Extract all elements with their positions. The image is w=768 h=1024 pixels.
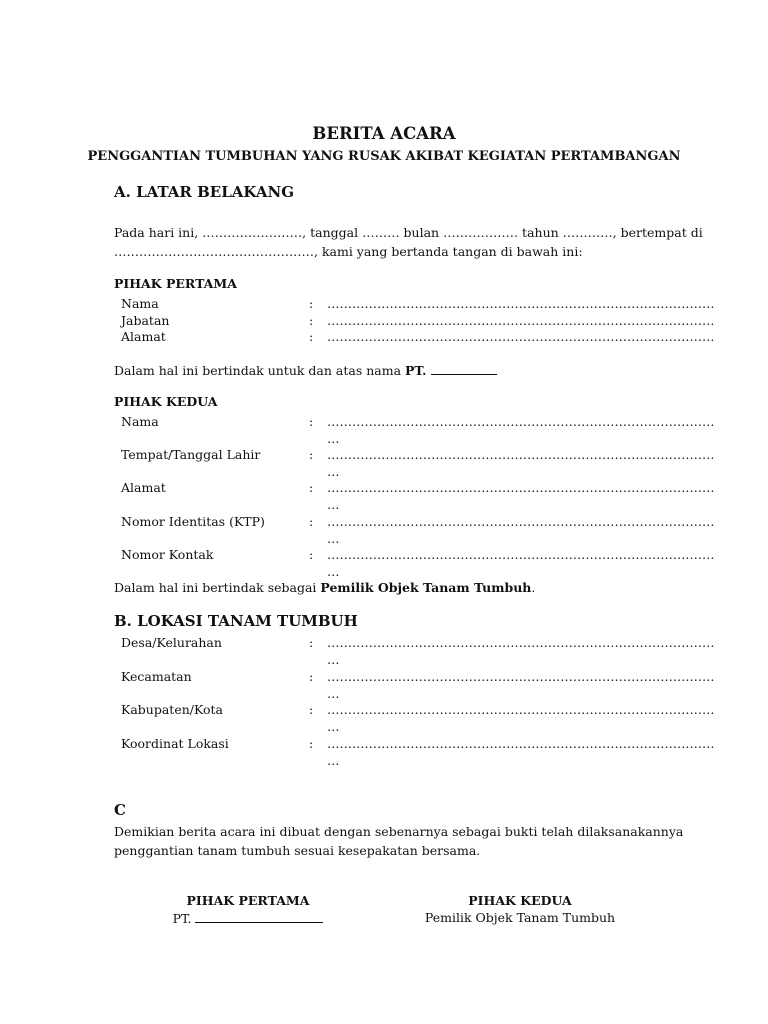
signature-left-company: PT.: [172, 911, 196, 926]
pihak-kedua-heading: PIHAK KEDUA: [114, 394, 218, 409]
field-colon: :: [309, 447, 314, 462]
field-label: Kabupaten/Kota: [121, 702, 223, 717]
acting-period: .: [531, 580, 536, 595]
field-label: Desa/Kelurahan: [121, 635, 222, 650]
field-colon: :: [309, 329, 314, 344]
field-label: Kecamatan: [121, 669, 192, 684]
signature-left-title: PIHAK PERTAMA: [186, 893, 310, 908]
field-label: Alamat: [121, 480, 166, 495]
field-colon: :: [309, 414, 314, 429]
field-blank-cont: …: [327, 564, 340, 579]
field-blank-cont: …: [327, 431, 340, 446]
signature-left-company-blank: [195, 910, 323, 923]
document-title: BERITA ACARA: [312, 124, 456, 143]
field-colon: :: [309, 736, 314, 751]
section-a-heading: A. LATAR BELAKANG: [114, 183, 294, 201]
closing-line-1: Demikian berita acara ini dibuat dengan sebenarnya sebagai bukti telah dilaksanakannya: [114, 824, 684, 839]
field-label: Nama: [121, 414, 159, 429]
pihak-pertama-heading: PIHAK PERTAMA: [114, 276, 237, 291]
signature-right-sub: Pemilik Objek Tanam Tumbuh: [424, 910, 616, 925]
section-c-heading: C: [114, 801, 126, 819]
field-blank: …………………………………………………………………………………: [327, 514, 715, 529]
field-colon: :: [309, 296, 314, 311]
field-blank-cont: …: [327, 464, 340, 479]
field-blank: …………………………………………………………………………………: [327, 669, 715, 684]
field-colon: :: [309, 480, 314, 495]
pihak-kedua-acting: [114, 580, 535, 595]
field-colon: :: [309, 313, 314, 328]
field-blank-cont: …: [327, 686, 340, 701]
field-colon: :: [309, 547, 314, 562]
pihak-pertama-acting: [114, 362, 497, 378]
signature-right-heading: [400, 893, 640, 908]
acting-company: PT.: [405, 363, 431, 378]
field-blank: …………………………………………………………………………………: [327, 296, 715, 311]
closing-line-2: penggantian tanam tumbuh sesuai kesepakatan bersama.: [114, 843, 481, 858]
field-colon: :: [309, 635, 314, 650]
field-blank: …………………………………………………………………………………: [327, 702, 715, 717]
acting-text: Dalam hal ini bertindak sebagai: [114, 580, 321, 595]
field-blank-cont: …: [327, 652, 340, 667]
field-blank: …………………………………………………………………………………: [327, 547, 715, 562]
field-blank-cont: …: [327, 497, 340, 512]
field-label: Nomor Identitas (KTP): [121, 514, 265, 529]
document-subtitle: PENGGANTIAN TUMBUHAN YANG RUSAK AKIBAT KEGIATAN PERTAMBANGAN: [87, 149, 681, 164]
acting-role: Pemilik Objek Tanam Tumbuh: [320, 580, 532, 595]
field-label: Tempat/Tanggal Lahir: [121, 447, 261, 462]
section-b-heading: B. LOKASI TANAM TUMBUH: [114, 612, 358, 630]
field-blank: …………………………………………………………………………………: [327, 329, 715, 344]
field-blank: …………………………………………………………………………………: [327, 447, 715, 462]
signature-left-heading: [148, 893, 348, 908]
field-label: Alamat: [121, 329, 166, 344]
signature-right-title: PIHAK KEDUA: [468, 893, 572, 908]
field-label: Koordinat Lokasi: [121, 736, 229, 751]
acting-text: Dalam hal ini bertindak untuk dan atas nama: [114, 363, 405, 378]
intro-line-1: Pada hari ini, ……………………, tanggal ……… bulan ……………… tahun …………, bertempat di: [114, 225, 703, 240]
field-blank: …………………………………………………………………………………: [327, 414, 715, 429]
field-blank: …………………………………………………………………………………: [327, 736, 715, 751]
field-blank: …………………………………………………………………………………: [327, 313, 715, 328]
field-label: Jabatan: [121, 313, 170, 328]
field-blank-cont: …: [327, 719, 340, 734]
field-colon: :: [309, 702, 314, 717]
intro-line-2: …………………………………………, kami yang bertanda tangan di bawah ini:: [114, 244, 583, 259]
field-blank: …………………………………………………………………………………: [327, 480, 715, 495]
field-colon: :: [309, 669, 314, 684]
company-name-blank: [431, 362, 497, 375]
signature-left-sub: [148, 910, 348, 926]
field-colon: :: [309, 514, 314, 529]
field-label: Nomor Kontak: [121, 547, 214, 562]
field-blank-cont: …: [327, 753, 340, 768]
field-blank-cont: …: [327, 531, 340, 546]
field-blank: …………………………………………………………………………………: [327, 635, 715, 650]
field-label: Nama: [121, 296, 159, 311]
